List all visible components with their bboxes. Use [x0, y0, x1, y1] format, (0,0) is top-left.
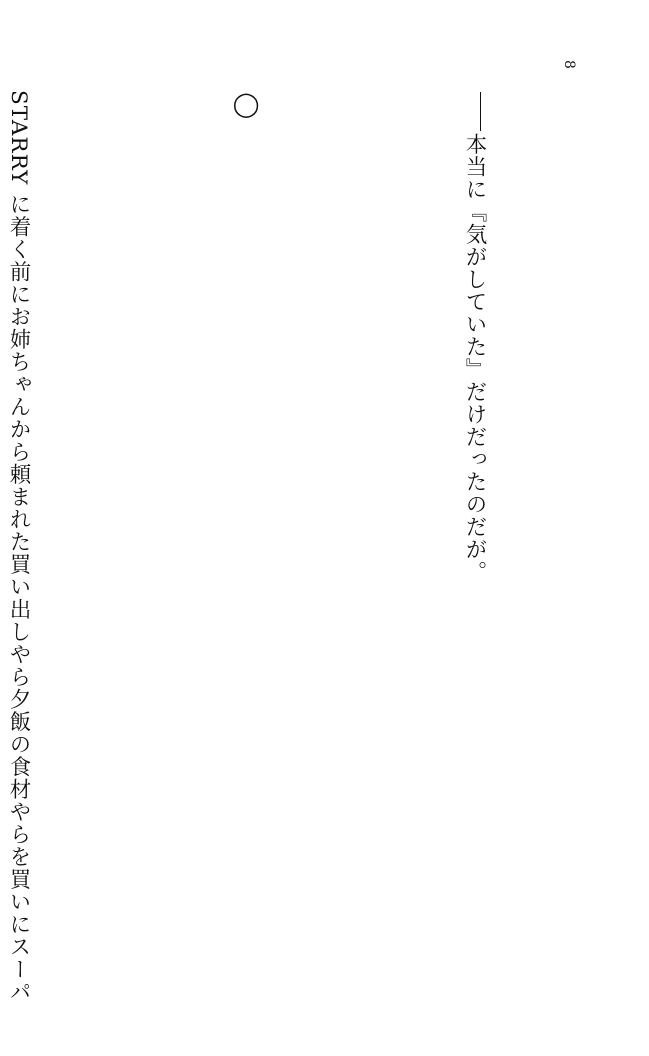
text-line: STARRY に着く前にお姉ちゃんから頼まれた買い出しやら夕飯の食材やらを買いにスーパ: [6, 90, 31, 1004]
text-line: 本当に『気がしていた』だけだったのだが。: [462, 132, 487, 583]
blank-line: [113, 90, 151, 850]
vertical-text-body: [6, 90, 569, 1004]
page-number: 8: [561, 60, 577, 69]
dash-mark: [480, 92, 481, 131]
blank-line: [341, 90, 379, 850]
section-break-mark: ◯: [232, 90, 260, 119]
text-line-dash: [455, 90, 493, 850]
